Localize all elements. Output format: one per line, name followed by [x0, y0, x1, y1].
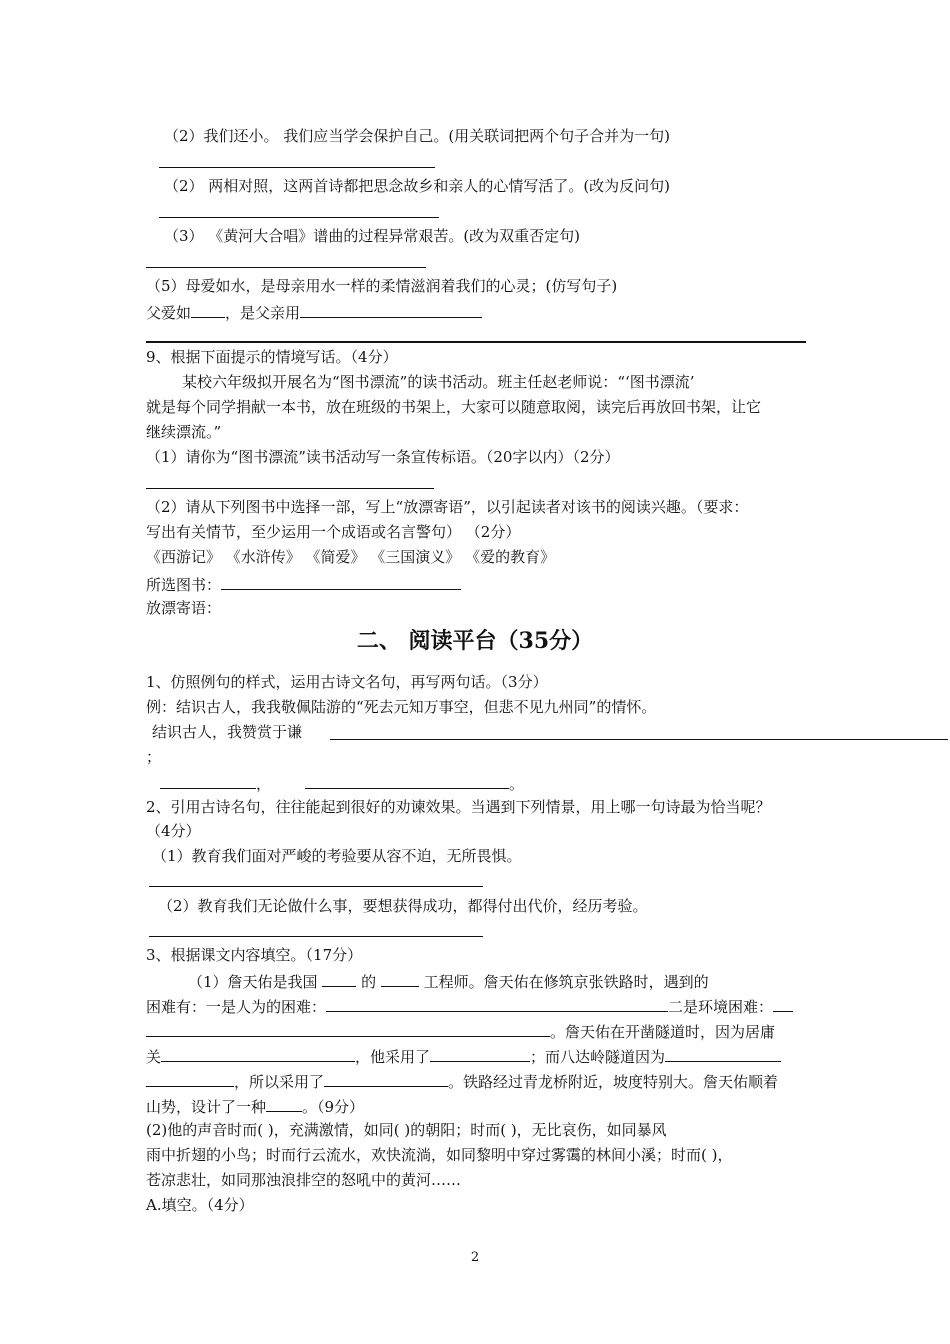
- answer-line[interactable]: [159, 217, 439, 218]
- blank[interactable]: [266, 1095, 302, 1112]
- page-number: 2: [470, 1250, 480, 1265]
- r3-text: 山势，设计了一种: [146, 1098, 267, 1116]
- r3-text: 。（9分）: [302, 1098, 365, 1116]
- r1-period: 。: [509, 775, 525, 793]
- r2-score: （4分）: [146, 822, 201, 840]
- chosen-book-blank[interactable]: [221, 573, 461, 590]
- r3-text: ，所以采用了: [234, 1073, 325, 1091]
- blank[interactable]: [146, 1070, 234, 1087]
- blank[interactable]: [381, 970, 419, 987]
- answer-line[interactable]: [146, 267, 426, 268]
- blank[interactable]: [191, 301, 225, 318]
- message-label: 放漂寄语：: [146, 599, 222, 617]
- q9-intro-line: 继续漂流。”: [146, 423, 222, 441]
- blank[interactable]: [160, 772, 256, 789]
- r3-title: 3、根据课文内容填空。（17分）: [146, 946, 363, 964]
- blank[interactable]: [773, 995, 793, 1012]
- r3-line: [146, 1070, 778, 1092]
- r3-text: 。詹天佑在开凿隧道时，因为居庸: [550, 1023, 776, 1041]
- answer-line[interactable]: [149, 886, 483, 887]
- book-list: 《西游记》 《水浒传》 《简爱》 《三国演义》 《爱的教育》: [146, 548, 556, 566]
- r1-comma: ，: [256, 775, 272, 793]
- blank[interactable]: [324, 1070, 448, 1087]
- blank[interactable]: [322, 970, 356, 987]
- question-9-title: 9、根据下面提示的情境写话。（4分）: [146, 348, 398, 366]
- r3-line: [146, 1045, 781, 1067]
- r3-text: 二是环境困难：: [668, 998, 774, 1016]
- r3-passage-line: 雨中折翅的小鸟；时而行云流水，欢快流淌，如同黎明中穿过雾霭的林间小溪；时而( )，: [146, 1146, 733, 1164]
- q9-intro-line: 某校六年级拟开展名为“图书漂流”的读书活动。班主任赵老师说：“‘图书漂流’: [182, 373, 695, 391]
- q9-sub2: （2）请从下列图书中选择一部，写上“放漂寄语”，以引起读者对该书的阅读兴趣。（要求：: [146, 498, 749, 516]
- section-heading: 二、 阅读平台（35分）: [356, 628, 594, 654]
- imitation-line: [146, 301, 482, 323]
- imitation-prefix: 父爱如: [146, 304, 192, 322]
- r2-title: 2、引用古诗名句，往往能起到很好的劝谏效果。当遇到下列情景，用上哪一句诗最为恰当呢？: [146, 798, 771, 816]
- rewrite-q2: （2）我们还小。 我们应当学会保护自己。(用关联词把两个句子合并为一句): [164, 127, 671, 145]
- blank[interactable]: [305, 772, 509, 789]
- r1-example: 例：结识古人，我我敬佩陆游的“死去元知万事空，但悲不见九州同”的情怀。: [146, 698, 657, 716]
- q9-sub2-req: 写出有关情节，至少运用一个成语或名言警句） （2分）: [146, 523, 521, 541]
- q9-intro-line: 就是每个同学捐献一本书，放在班级的书架上，大家可以随意取阅，读完后再放回书架，让它: [146, 398, 762, 416]
- r3-text: ；而八达岭隧道因为: [530, 1048, 666, 1066]
- blank[interactable]: [161, 1045, 355, 1062]
- r3-line: [188, 970, 709, 992]
- blank[interactable]: [430, 1045, 530, 1062]
- r3-text: （1）詹天佑是我国: [188, 973, 323, 991]
- answer-line[interactable]: [330, 739, 948, 740]
- r3-text: 困难有：一是人为的困难：: [146, 998, 327, 1016]
- section-divider: [146, 341, 806, 343]
- answer-line[interactable]: [146, 488, 434, 489]
- blank[interactable]: [326, 995, 668, 1012]
- blank[interactable]: [300, 301, 482, 318]
- r3-line: [146, 995, 793, 1017]
- rewrite-q5: （5）母爱如水，是母亲用水一样的柔情滋润着我们的心灵；(仿写句子): [146, 277, 618, 295]
- r3-line: [146, 1095, 364, 1117]
- r3-text: 的: [356, 973, 381, 991]
- r2-sub1: （1）教育我们面对严峻的考验要从容不迫，无所畏惧。: [152, 847, 522, 865]
- r1-line2: [160, 772, 524, 794]
- blank[interactable]: [146, 1020, 550, 1037]
- q9-sub1: （1）请你为“图书漂流”读书活动写一条宣传标语。（20字以内）（2分）: [146, 448, 620, 466]
- answer-line[interactable]: [159, 167, 435, 168]
- r1-line1: 结识古人，我赞赏于谦: [152, 723, 303, 741]
- rewrite-q3: （3） 《黄河大合唱》谱曲的过程异常艰苦。(改为双重否定句): [164, 227, 581, 245]
- chosen-book-label: 所选图书：: [146, 576, 222, 594]
- r3-text: 。铁路经过青龙桥附近，坡度特别大。詹天佑顺着: [448, 1073, 779, 1091]
- r3-text: ，他采用了: [355, 1048, 431, 1066]
- r3-sub-a: A.填空。（4分）: [146, 1196, 254, 1214]
- r3-passage-line: (2)他的声音时而( )，充满激情，如同( )的朝阳；时而( )，无比哀伤，如同暴风: [146, 1121, 667, 1139]
- imitation-mid: ，是父亲用: [225, 304, 301, 322]
- blank[interactable]: [665, 1045, 781, 1062]
- r3-text: 关: [146, 1048, 162, 1066]
- r2-sub2: （2）教育我们无论做什么事，要想获得成功，都得付出代价，经历考验。: [158, 897, 648, 915]
- chosen-book-line: [146, 573, 461, 595]
- r3-passage-line: 苍凉悲壮，如同那浊浪排空的怒吼中的黄河……: [146, 1171, 462, 1189]
- r3-text: 工程师。詹天佑在修筑京张铁路时，遇到的: [418, 973, 709, 991]
- rewrite-q2b: （2） 两相对照，这两首诗都把思念故乡和亲人的心情写活了。(改为反问句): [164, 177, 671, 195]
- answer-line[interactable]: [149, 936, 483, 937]
- r1-title: 1、仿照例句的样式，运用古诗文名句，再写两句话。（3分）: [146, 673, 548, 691]
- r3-line: [146, 1020, 775, 1042]
- r1-semicolon: ；: [146, 748, 162, 766]
